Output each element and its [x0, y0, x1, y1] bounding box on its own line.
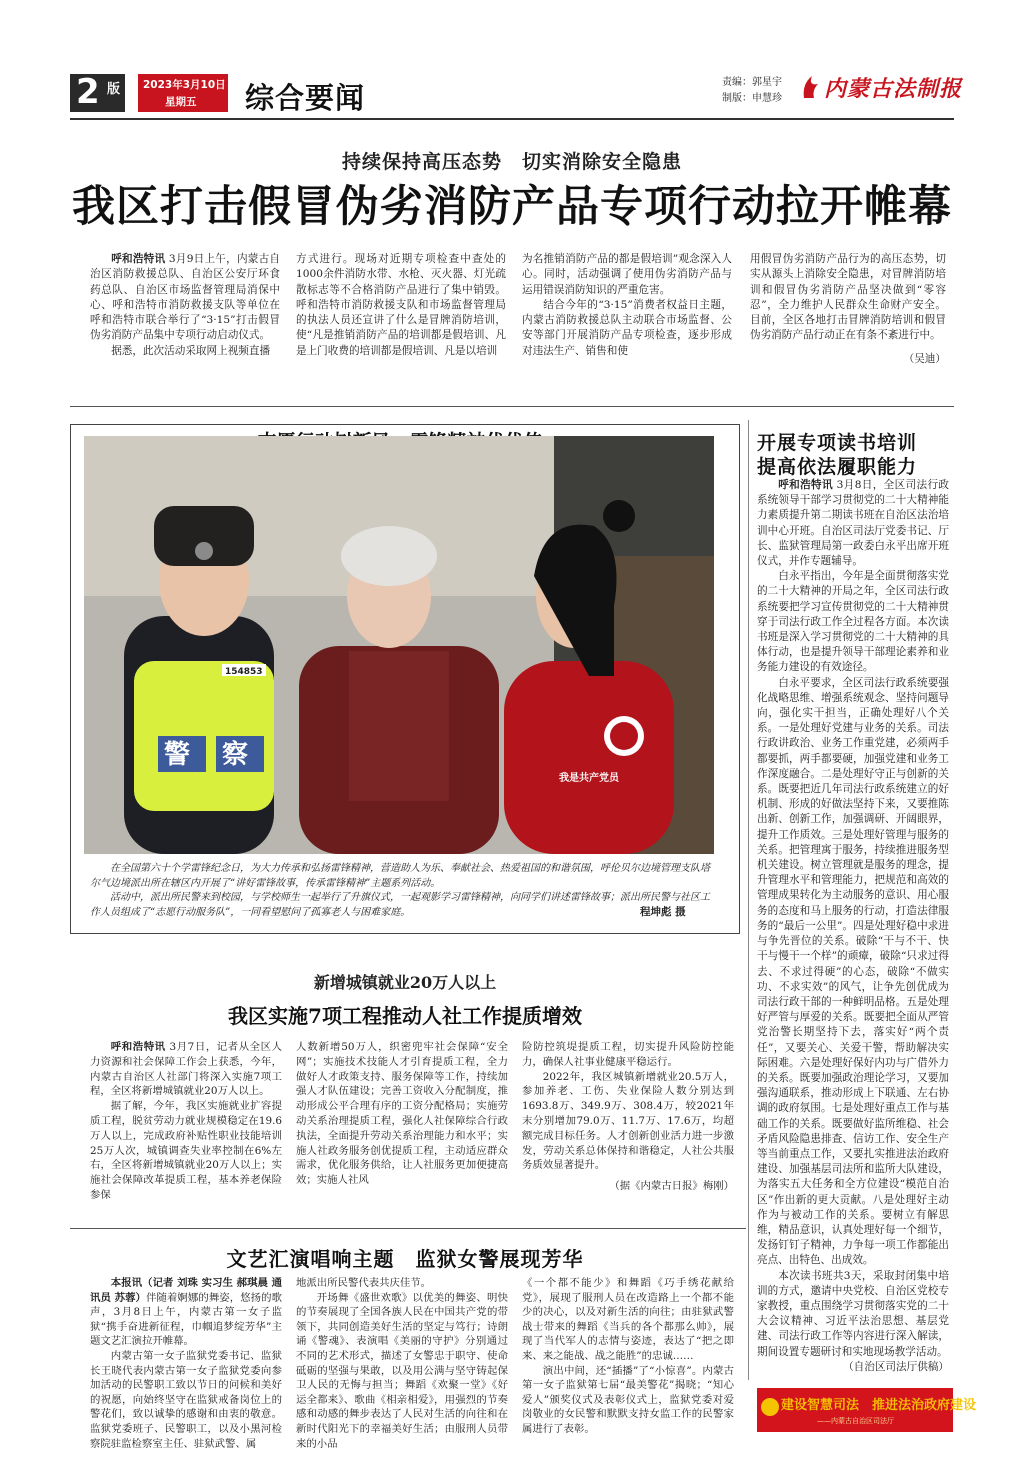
caption-p2: 活动中，派出所民警来到校园，与学校师生一起举行了升旗仪式，一起观影学习雷锋精神，向同学们讲述雷锋故事；派出所民警与社区工作人员组成了“志愿行动服务队”，一同看望慰问了孤寡老人与困难家庭。	[90, 892, 710, 918]
lead-col-4	[750, 252, 946, 367]
slogan-banner	[757, 1388, 977, 1432]
prison-text-1: 伴随着婀娜的舞姿，悠扬的歌声，3月8日上午，内蒙古第一女子监狱“携手奋进新征程，巾帼追梦绽芳华”主题文艺汇演拉开帷幕。	[90, 1291, 283, 1348]
issue-weekday: 星期五	[165, 96, 197, 108]
side-p3: 白永平要求，全区司法行政系统要强化战略思维、增强系统观念、坚持问题导向，强化实干担当，正确处理好八个关系。一是处理好党建与业务的关系。司法行政讲政治、业务工作重党建，必须两手都要抓，两手都要硬，加强党建和业务工作深度融合。二是处理好守正与创新的关系。既要把近几年司法行政系统建立的好机制、形成的好做法坚持下来，又要推陈出新、创新工作，加强调研、开阔眼界，提升工作质效。三是处理好管理与服务的关系。把管理寓于服务，持续推进服务型机关建设。树立管理就是服务的理念，提升管理水平和管理能力，把规范和高效的管理成果转化为主动服务的意识、用心服务的态度和马上服务的行动，打造法律服务的“最后一公里”。四是处理好稳中求进与争先晋位的关系。破除“干与不干、快干与慢干一个样”的顽瘴，破除“只求过得去、不求过得硬”的心态，破除“不做实功、不求实效”的风气，让争先创优成为司法行政干部的一种鲜明品格。五是处理好严管与厚爱的关系。既要把全面从严管党治警长期坚持下去，落实好“两个责任”，又要关心、关爱干警，帮助解决实际困难。六是处理好保好内功与广借外力的关系。既要加强政治理论学习，又要加强沟通联系，推动形成上下联通、左右协调的政府氛围。七是处理好重点工作与基础工作的关系。既要做好监所维稳、社会矛盾风险隐患排查、信访工作、安全生产等当前重点工作，又要扎实推进法治政府建设、加强基层司法所和监所大队建设，为落实五大任务和全方位建设“模范自治区”作出新的更大贡献。八是处理好主动作为与被动工作的关系。要树立有解思维，精品意识，认真处理好每一个细节，发扬钉钉子精神，力争每一项工作都能出亮点、出特色、出成效。	[757, 676, 949, 1267]
lead-kicker: 持续保持高压态势 切实消除安全隐患	[341, 151, 682, 173]
lead-col-2	[296, 252, 506, 359]
prison-byline-names: （记者 刘珠 实习生 郝琪晨 通讯员 苏蓉）	[90, 1277, 283, 1304]
prison-text-6: 演出中间，还“插播”了“小惊喜”。内蒙古第一女子监狱第七届“最美警花”揭晓；“知心爱人”颁奖仪式及表彰仪式上，监狱党委对爱岗敬业的女民警和默默支持女监工作的民警家属进行了表彰。	[522, 1364, 734, 1435]
side-headline-2: 提高依法履职能力	[757, 456, 918, 478]
jobs-byline: 呼和浩特讯	[110, 1041, 166, 1053]
side-divider	[748, 420, 749, 1380]
side-headline-1: 开展专项读书培训	[757, 432, 918, 454]
photo-text-vest2: 察	[222, 740, 249, 770]
jobs-text-3: 人数新增50万人，织密兜牢社会保障“安全网”；实施技术技能人才引育提质工程，全力做好人才政策支持、服务保障等工作，持续加强人才队伍建设；完善工资收入分配制度，推动形成公平合理有序的工资分配格局；实施劳动关系治理提质工程，强化人社保障综合行政执法，全面提升劳动关系治理能力和水平；实施人社政务服务创优提质工程，主动适应群众需求，优化服务供给，让人社服务更加便捷高效；实施人社风	[296, 1041, 508, 1187]
banner-sub: ——内蒙古自治区司法厅	[817, 1417, 894, 1425]
side-p1: 3月8日，全区司法行政系统领导干部学习贯彻党的二十大精神能力素质提升第二期读书班在自治区法治培训中心开班。自治区司法厅党委书记、厅长、监狱管理局第一政委白永平出席开班仪式，并作专题辅导。	[757, 479, 950, 568]
prison-col-3	[522, 1276, 734, 1437]
prison-text-5: 《一个都不能少》和舞蹈《巧手绣花献给党》，展现了服刑人员在改造路上一个都不能少的决心，以及对新生活的向往；由驻狱武警战士带来的舞蹈《当兵的各个都那么帅》，展现了当代军人的志情与姿迹，表达了“把之即来、来之能战、战之能胜”的忠诚……	[522, 1277, 734, 1362]
jobs-col-3	[522, 1040, 734, 1194]
photo-text-vest1: 警	[164, 740, 191, 770]
prison-text-4: 开场舞《盛世欢歌》以优美的舞姿、明快的节奏展现了全国各族人民在中国共产党的带领下，共同创造美好生活的坚定与笃行；诗朗诵《警魂》、表演唱《美丽的守护》分别通过不同的艺术形式，描述了女警忠于职守、使命砥砺的坚强与果敢，以及用公满与坚守铸起保卫人民的无悔与担当；舞蹈《欢聚一堂》《好运全都来》、歌曲《相亲相爱》，用强烈的节奏感和动感的舞步表达了人民对生活的向往和在新时代阳光下的幸福美好生活；由服刑人员带来的小品	[296, 1291, 508, 1450]
prison-col-2	[296, 1276, 508, 1451]
lead-text-3: 方式进行。现场对近期专项检查中查处的1000余件消防水带、水枪、灭火器、灯光疏散标志等不合格消防产品进行了集中销毁。呼和浩特市消防救援支队和市场监督管理局的执法人员还宣讲了什么是冒牌消防培训，使“凡是推销消防产品的培训都是假培训、凡是上门收费的培训都是假培训、凡是以培训	[296, 253, 506, 357]
issue-date: 2023年3月10日	[143, 79, 226, 91]
photo-text-badge: 154853	[225, 667, 263, 677]
photo-caption	[90, 862, 710, 920]
lead-text-1: 3月9日上午，内蒙古自治区消防救援总队、自治区公安厅环食药总队、自治区市场监督管理局消保中心、呼和浩特市消防救援支队等单位在呼和浩特市联合举行了“3·15”打击假冒伪劣消防产品集中专项行动启动仪式。	[90, 253, 281, 342]
producer-credit: 制版：申慧珍	[722, 93, 782, 104]
prison-headline: 文艺汇演唱响主题 监狱女警展现芳华	[226, 1247, 584, 1271]
lead-text-6: 用假冒伪劣消防产品行为的高压态势，切实从源头上消除安全隐患，对冒牌消防培训和假冒伪劣消防产品坚决做到“零容忍”，全力维护人民群众生命财产安全。目前，全区各地打击冒牌消防培训和假冒伪劣消防产品行动正在有条不紊进行中。	[750, 253, 946, 342]
jobs-kicker: 新增城镇就业20万人以上	[313, 973, 497, 992]
masthead-logo-icon	[800, 72, 822, 102]
jobs-text-2: 据了解，今年，我区实施就业扩容提质工程，脱贫劳动力就业规模稳定在19.6万人以上，完成政府补贴性职业技能培训25万人次，城镇调查失业率控制在6%左右，全区将新增城镇就业20万人以上；实施社会保障改革提质工程，基本养老保险参保	[90, 1100, 282, 1201]
page-suffix: 版	[107, 82, 121, 97]
caption-p1: 在全国第六十个学雷锋纪念日，为大力传承和弘扬雷锋精神，营造助人为乐、奉献社会、热爱祖国的和谐氛围，呼伦贝尔边境管理支队塔尔气边境派出所在辖区内开展了“讲好雷锋故事，传承雷锋精神”主题系列活动。	[90, 863, 710, 889]
lead-byline: 呼和浩特讯	[111, 253, 166, 265]
news-photo	[84, 436, 714, 854]
section-title: 综合要闻	[245, 81, 366, 115]
side-body	[757, 478, 949, 1375]
jobs-col-2	[296, 1040, 508, 1188]
jobs-bottom-rule	[70, 1228, 746, 1229]
editor-credit: 责编：郭星宇	[722, 77, 782, 88]
prison-text-3: 地派出所民警代表共庆佳节。	[296, 1277, 432, 1289]
lead-text-2: 据悉，此次活动采取网上视频直播	[111, 344, 271, 357]
lead-col-1	[90, 252, 280, 359]
lead-col-3	[522, 252, 732, 359]
lead-headline: 我区打击假冒伪劣消防产品专项行动拉开帷幕	[72, 182, 952, 232]
prison-col-1	[90, 1276, 282, 1451]
jobs-text-5: 2022年，我区城镇新增就业20.5万人，参加养老、工伤、失业保险人数分别达到1693.8万、349.9万、308.4万，较2021年末分别增加79.0万、11.7万、17.6万，均超额完成目标任务。人才创新创业活力进一步激发，劳动关系总体保持和谐稳定，人社公共服务质效显著提升。	[522, 1070, 734, 1172]
prison-byline: 本报讯	[110, 1277, 143, 1289]
side-signoff: （自治区司法厅供稿）	[843, 1360, 949, 1373]
page-number: 2	[76, 72, 100, 112]
banner-emblem-icon	[761, 1398, 779, 1416]
photo-credit: 程坤彪 摄	[640, 906, 686, 918]
banner-text: 建设智慧司法 推进法治政府建设	[781, 1398, 977, 1413]
lead-bottom-rule	[70, 406, 954, 407]
photo-text-volunteer: 我是共产党员	[559, 773, 619, 784]
prison-text-2: 内蒙古第一女子监狱党委书记、监狱长王晓代表内蒙古第一女子监狱党委向参加活动的民警职工致以节日的问候和美好的祝愿，向始终坚守在监狱戒备岗位上的警花们，致以诚挚的感谢和由衷的敬意。监狱党委班子、民警职工，以及小黑河检察院驻监检察室主任、驻狱武警、属	[90, 1349, 282, 1450]
jobs-text-1: 3月7日，记者从全区人力资源和社会保障工作会上获悉，今年，内蒙古自治区人社部门将深入实施7项工程，全区将新增城镇就业20万人以上。	[90, 1041, 282, 1098]
masthead-title: 内蒙古法制报	[824, 76, 963, 102]
jobs-signoff: （据《内蒙古日报》梅刚）	[609, 1180, 734, 1193]
lead-text-4: 为名推销消防产品的都是假培训”观念深入人心。同时，活动强调了使用伪劣消防产品与运用错误消防知识的严重危害。	[522, 253, 732, 296]
side-byline: 呼和浩特讯	[778, 479, 833, 491]
header-rule	[70, 118, 954, 120]
jobs-col-1	[90, 1040, 282, 1203]
side-p4: 本次读书班共3天，采取封闭集中培训的方式，邀请中央党校、自治区党校专家教授，重点围绕学习贯彻落实党的二十大会议精神、习近平法治思想、基层党建、司法行政工作等内容进行深入解读，期间设置专题研讨和实地现场教学活动。	[757, 1269, 949, 1358]
side-p2: 白永平指出，今年是全面贯彻落实党的二十大精神的开局之年，全区司法行政系统要把学习宣传贯彻党的二十大精神贯穿于司法行政工作全过程各方面。本次读书班是深入学习贯彻党的二十大精神的具体行动，也是提升领导干部理论素养和业务能力建设的有效途径。	[757, 570, 949, 674]
lead-signoff: （吴迪）	[903, 352, 946, 365]
lead-text-5: 结合今年的“3·15”消费者权益日主题，内蒙古消防救援总队主动联合市场监督、公安等部门开展消防产品专项检查，逐步形成对违法生产、销售和使	[522, 298, 732, 357]
jobs-text-4: 险防控筑堤提质工程，切实提升风险防控能力，确保人社事业健康平稳运行。	[522, 1041, 734, 1068]
jobs-headline: 我区实施7项工程推动人社工作提质增效	[228, 1004, 582, 1028]
